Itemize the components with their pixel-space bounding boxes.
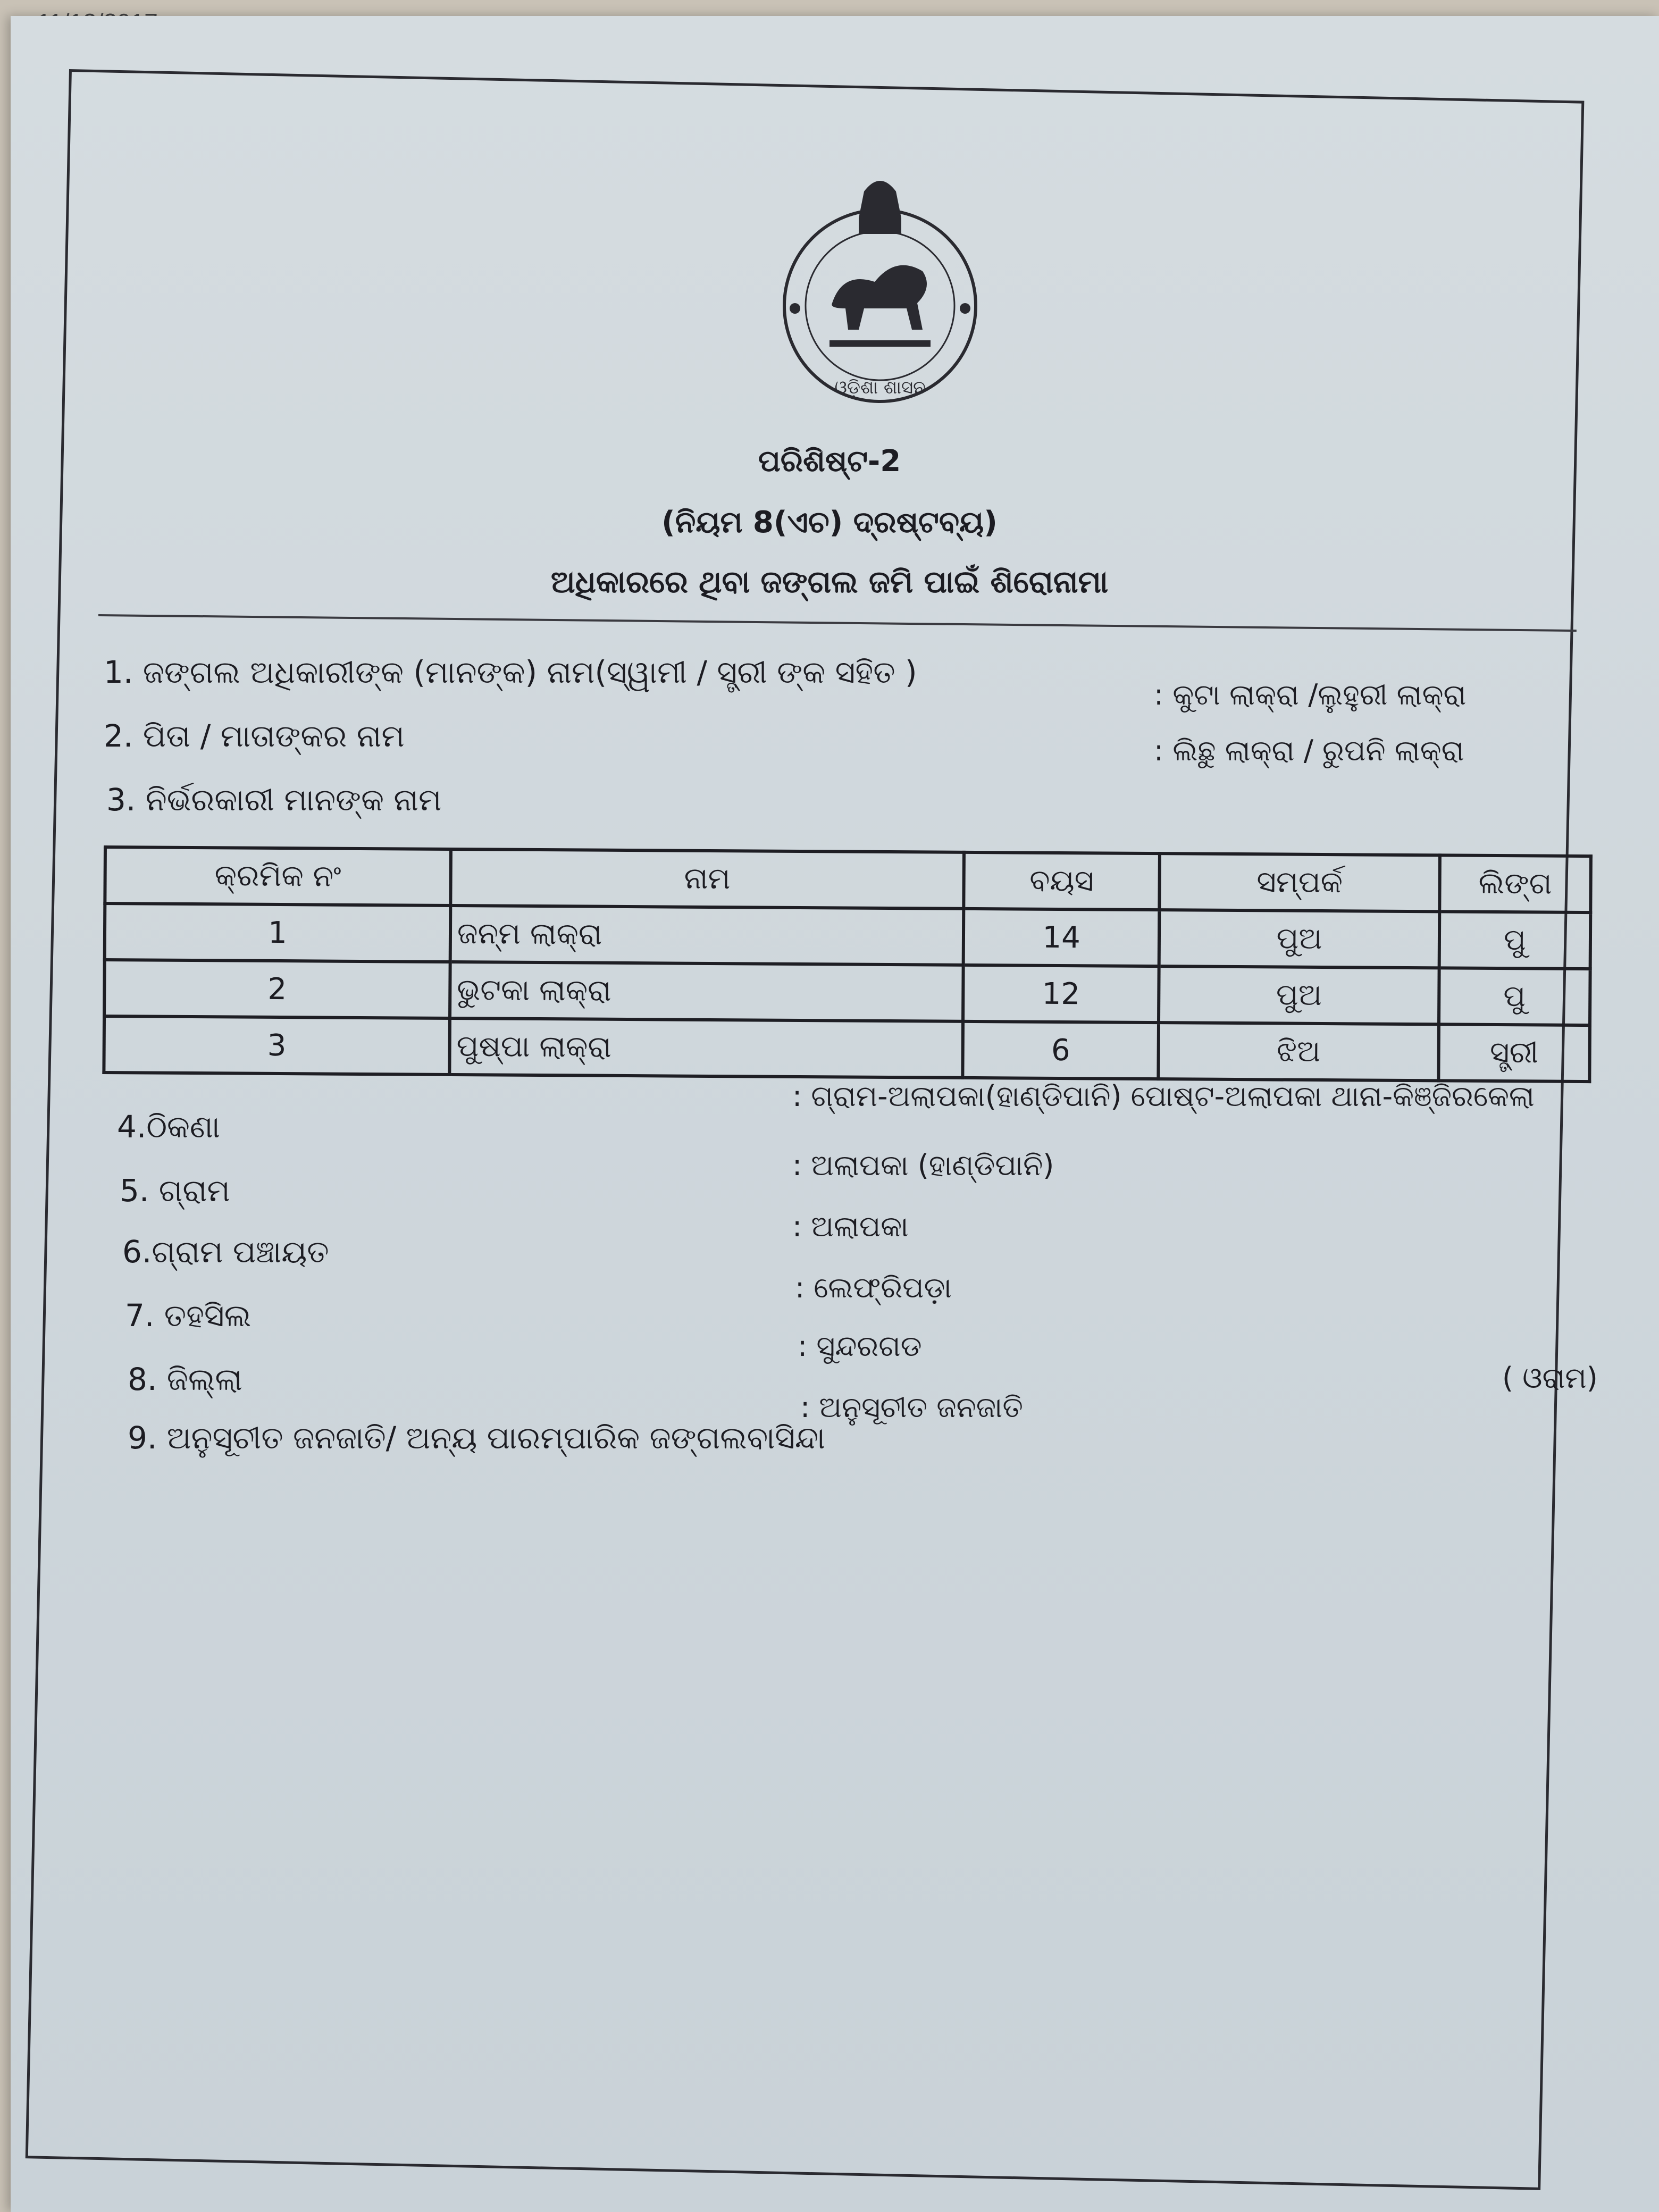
table-header-row [105,847,1591,912]
field-district-label: 8. ଜିଲ୍ଲା [128,1361,242,1397]
cell-relation: ଝିଅ [1159,1023,1439,1080]
cell-name: ପୁଷ୍ପା ଲାକ୍ରା [449,1018,963,1078]
field-tahasil-value: : ଲେଫ୍ରିପଡ଼ା [795,1271,952,1304]
field-parents-label: 2. ପିତା / ମାତାଙ୍କର ନାମ [104,718,405,754]
cell-age: 14 [963,909,1160,966]
col-relation-header: ସମ୍ପର୍କ [1160,853,1440,911]
field-gram-panchayat-value: : ଅଲାପକା [792,1210,909,1243]
col-name-header: ନାମ [450,849,964,909]
odisha-government-emblem [779,170,981,415]
cell-age: 12 [963,965,1159,1023]
cell-relation: ପୁଅ [1159,910,1439,968]
field-tribe-category-label: 9. ଅନୁସୂଚୀତ ଜନଜାତି/ ଅନ୍ୟ ପାରମ୍ପାରିକ ଜଙ୍ଗଲବାସିନ୍ଦା [128,1420,826,1456]
field-village-label: 5. ଗ୍ରାମ [120,1172,230,1209]
field-village-value: : ଅଲାପକା (ହାଣ୍ଡିପାନି) [792,1149,1054,1182]
cell-name: ଜନ୍ମ ଲାକ୍ରା [450,906,964,965]
dependents-table [102,845,1593,1083]
emblem-seal-text: ଓଡ଼ିଶା ଶାସନ [834,377,926,398]
annexure-number: ପରିଶିଷ୍ଟ-2 [758,444,901,479]
table-row [105,903,1591,969]
field-forest-right-holder-value: : କୁଟା ଲାକ୍ରା /ଲୁହୁରୀ ଲାକ୍ରା [1154,678,1467,711]
tribe-name-note: ( ଓରାମ) [1502,1361,1598,1395]
field-forest-right-holder-label: 1. ଜଙ୍ଗଲ ଅଧିକାରୀଙ୍କ (ମାନଙ୍କ) ନାମ(ସ୍ୱାମୀ / ସ୍ତ୍ରୀ ଙ୍କ ସହିତ ) [104,654,917,690]
col-serial-header: କ୍ରମିକ ନଂ [105,847,450,906]
cell-gender: ପୁ [1439,911,1590,969]
cell-gender: ପୁ [1439,968,1590,1025]
field-tahasil-label: 7. ତହସିଲ [125,1297,252,1334]
rule-reference: (ନିୟମ 8(ଏଚ) ଦ୍ରଷ୍ଟବ୍ୟ) [661,505,998,540]
field-tribe-category-value: : ଅନୁସୂଚୀତ ଜନଜାତି [800,1390,1023,1424]
field-address-label: 4.ଠିକଣା [117,1109,220,1145]
field-parents-value: : ଲିଛୁ ଲାକ୍ରା / ରୁପନି ଲାକ୍ରା [1154,734,1464,767]
field-district-value: : ସୁନ୍ଦରଗଡ [798,1329,922,1363]
col-gender-header: ଲିଙ୍ଗ [1439,855,1591,912]
cell-age: 6 [962,1021,1159,1079]
cell-gender: ସ୍ତ୍ରୀ [1438,1024,1590,1082]
document-title: ଅଧିକାରରେ ଥିବା ଜଙ୍ଗଲ ଜମି ପାଇଁ ଶିରୋନାମା [550,564,1109,600]
table-row [104,1016,1590,1082]
cell-serial: 2 [104,960,450,1018]
field-address-value: : ଗ୍ରାମ-ଅଲାପକା(ହାଣ୍ଡିପାନି) ପୋଷ୍ଟ-ଅଲାପକା ଥାନା-କିଞ୍ଜିରକେଲା [792,1079,1535,1113]
table-row [104,960,1590,1025]
cell-relation: ପୁଅ [1159,966,1439,1024]
cell-name: ଭୁଟକା ଲାକ୍ରା [450,962,963,1021]
cell-serial: 1 [105,903,450,962]
col-age-header: ବୟସ [963,852,1160,910]
field-gram-panchayat-label: 6.ଗ୍ରାମ ପଞ୍ଚାୟତ [122,1234,329,1270]
field-dependents-label: 3. ନିର୍ଭରକାରୀ ମାନଙ୍କ ନାମ [106,782,442,818]
cell-serial: 3 [104,1016,449,1075]
